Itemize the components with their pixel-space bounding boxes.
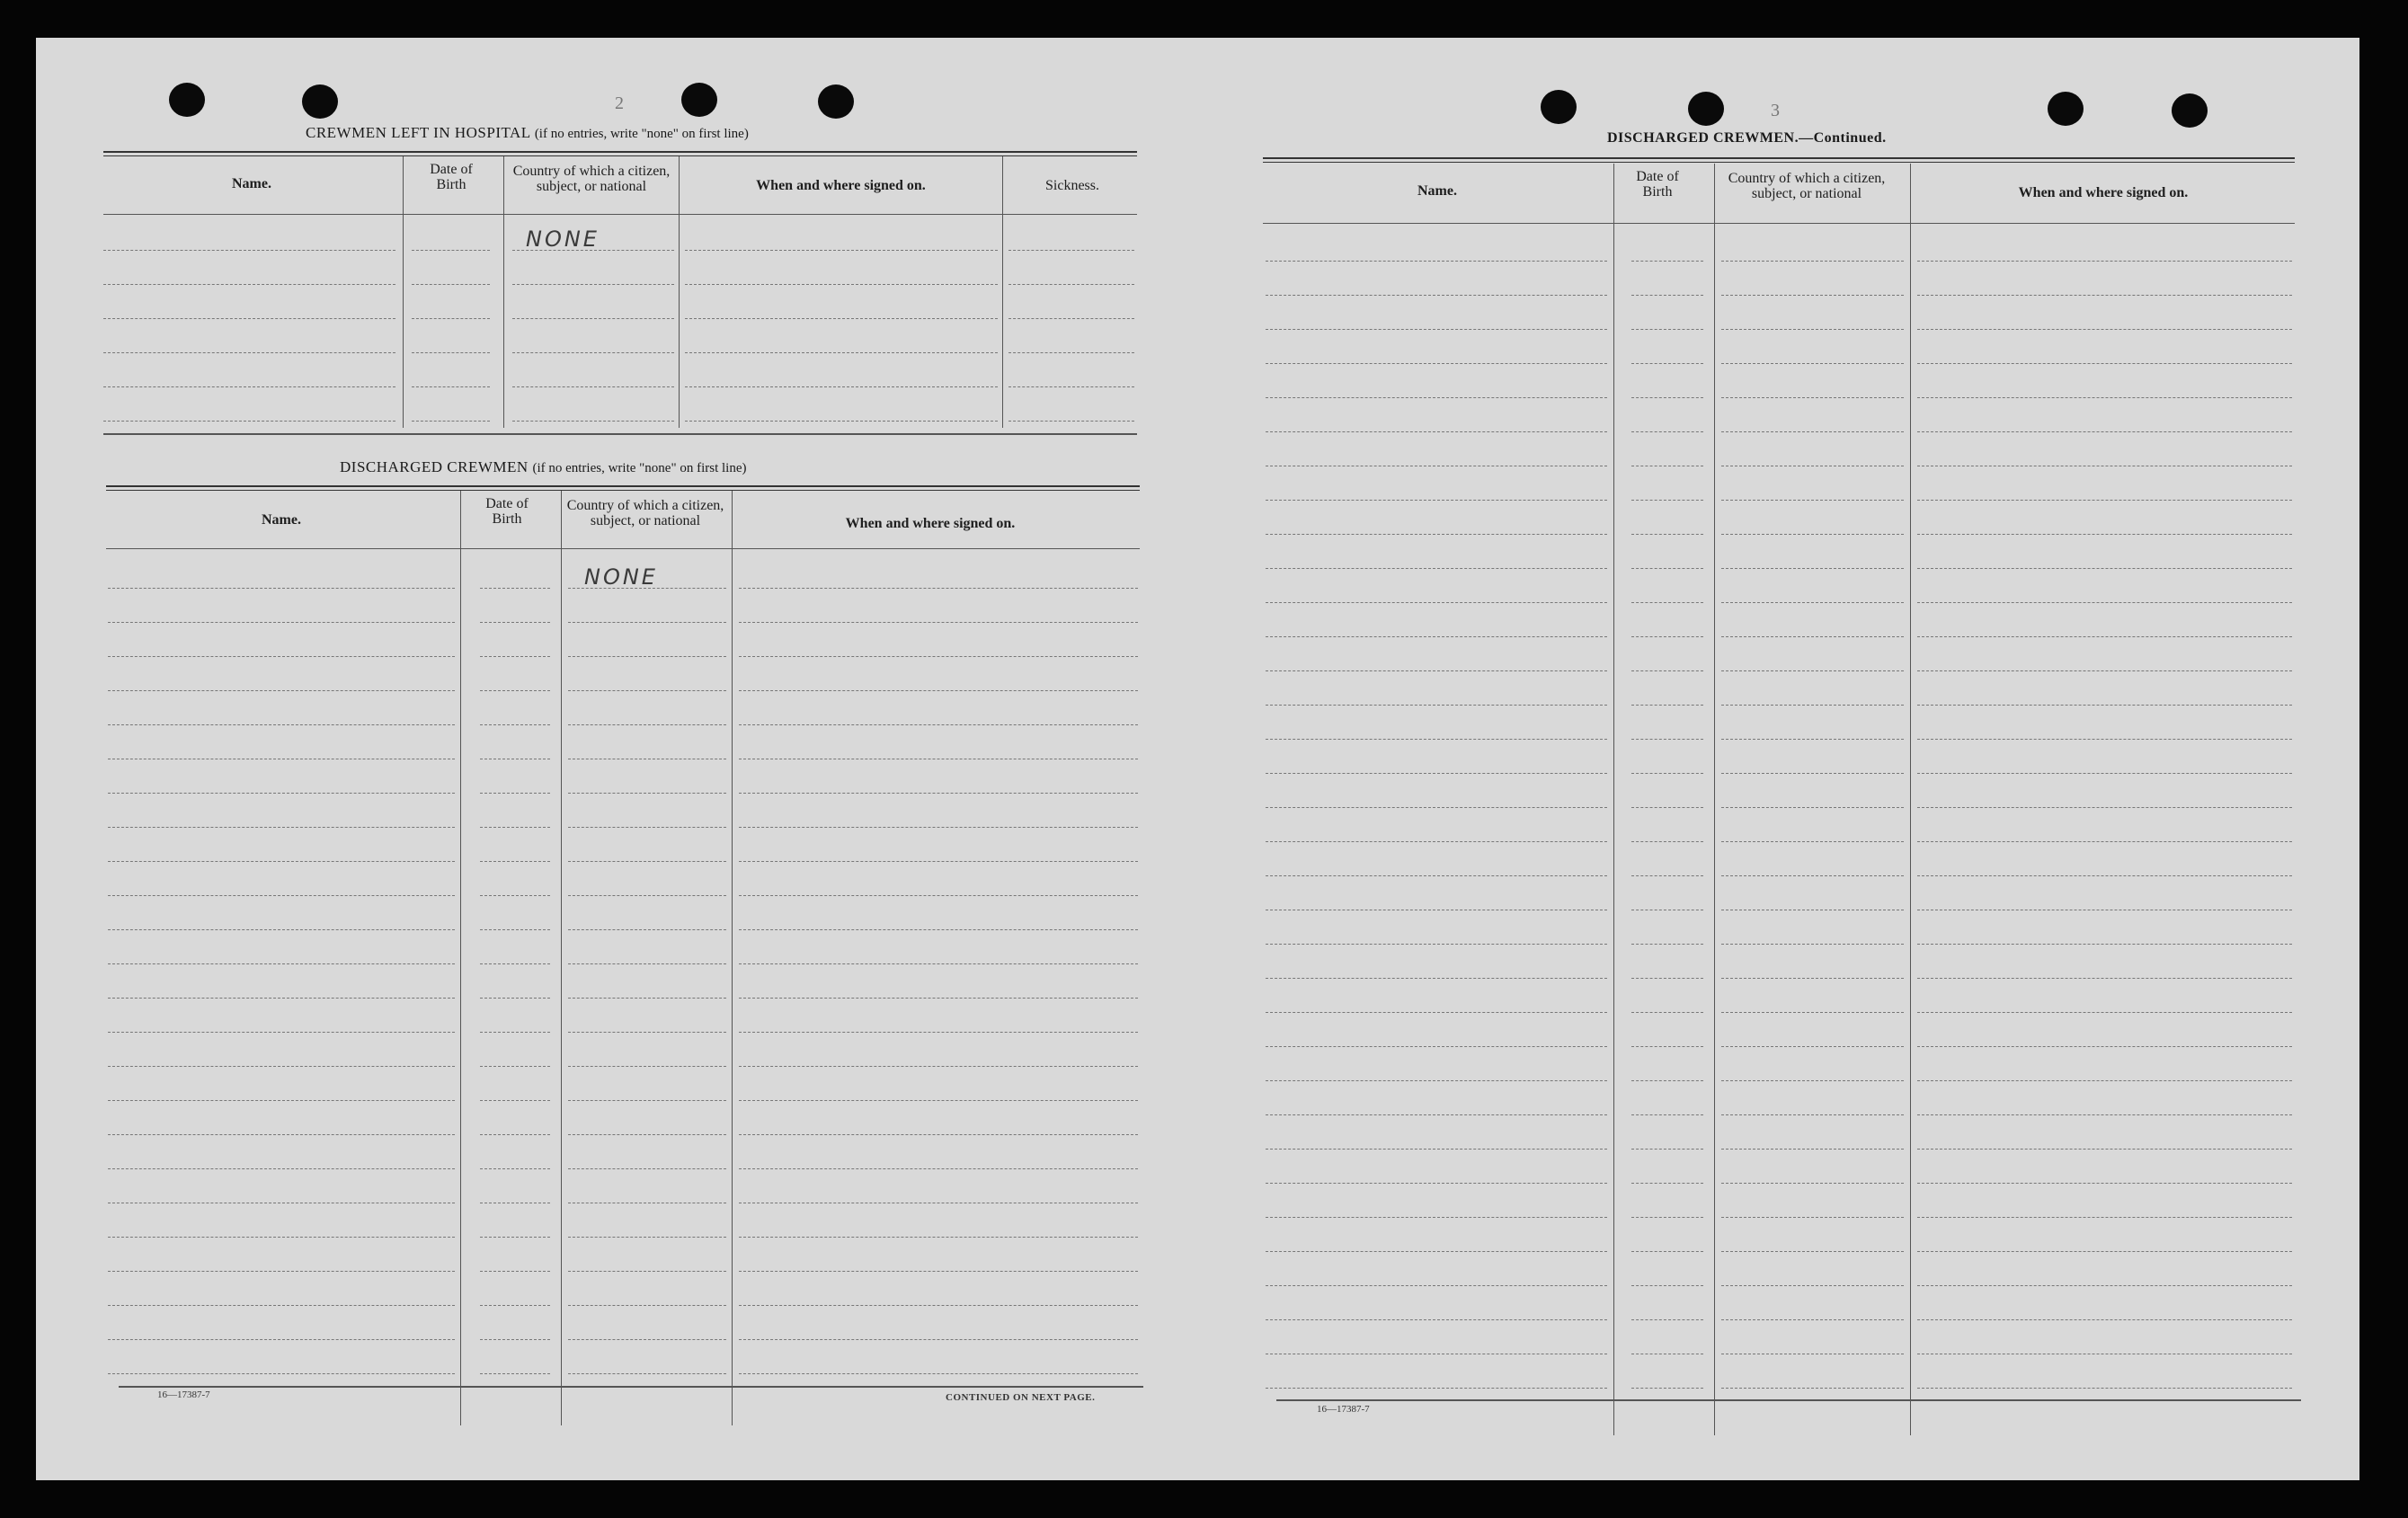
- form-row-line: [739, 1100, 1138, 1101]
- form-row-line: [1631, 1080, 1703, 1081]
- form-row-line: [1917, 261, 2292, 262]
- hospital-title-text: CREWMEN LEFT IN HOSPITAL: [306, 124, 531, 141]
- form-row-line: [1721, 807, 1904, 808]
- form-row-line: [739, 622, 1138, 623]
- form-row-line: [108, 1134, 455, 1135]
- form-row-line: [480, 895, 550, 896]
- form-row-line: [103, 318, 395, 319]
- form-row-line: [739, 724, 1138, 725]
- form-row-line: [739, 1168, 1138, 1169]
- form-row-line: [1917, 1046, 2292, 1047]
- form-row-line: [480, 656, 550, 657]
- form-row-line: [1631, 1046, 1703, 1047]
- form-row-line: [739, 827, 1138, 828]
- continued-col-signed-on: When and where signed on.: [2018, 185, 2189, 200]
- form-row-line: [568, 861, 726, 862]
- form-row-line: [1266, 773, 1607, 774]
- form-row-line: [1009, 318, 1134, 319]
- punch-hole: [681, 83, 717, 117]
- form-row-line: [108, 1339, 455, 1340]
- form-row-line: [1631, 1183, 1703, 1184]
- form-row-line: [1009, 250, 1134, 251]
- form-row-line: [1631, 568, 1703, 569]
- punch-hole: [302, 84, 338, 119]
- form-row-line: [108, 724, 455, 725]
- form-row-line: [568, 1271, 726, 1272]
- form-row-line: [739, 1305, 1138, 1306]
- form-row-line: [1266, 1114, 1607, 1115]
- form-row-line: [1631, 944, 1703, 945]
- continued-col-divider: [1613, 164, 1614, 1435]
- form-row-line: [1721, 841, 1904, 842]
- form-row-line: [1917, 568, 2292, 569]
- form-row-line: [103, 421, 395, 422]
- punch-hole: [2172, 93, 2208, 128]
- form-row-line: [739, 588, 1138, 589]
- form-row-line: [1917, 670, 2292, 671]
- continued-note: CONTINUED ON NEXT PAGE.: [946, 1392, 1096, 1403]
- form-row-line: [103, 284, 395, 285]
- form-row-line: [1917, 1251, 2292, 1252]
- form-row-line: [1631, 1251, 1703, 1252]
- form-row-line: [1266, 329, 1607, 330]
- punch-hole: [1688, 92, 1724, 126]
- form-row-line: [108, 963, 455, 964]
- form-row-line: [1917, 841, 2292, 842]
- discharged-table-title: [340, 458, 746, 476]
- continued-header-rule: [1263, 223, 2295, 224]
- form-row-line: [1266, 841, 1607, 842]
- form-row-line: [480, 1373, 550, 1374]
- form-row-line: [1721, 534, 1904, 535]
- form-row-line: [568, 827, 726, 828]
- form-row-line: [1266, 807, 1607, 808]
- continued-col-name: Name.: [1417, 183, 1457, 199]
- form-row-line: [739, 1373, 1138, 1374]
- form-row-line: [108, 588, 455, 589]
- form-row-line: [568, 1066, 726, 1067]
- form-row-line: [568, 998, 726, 999]
- form-row-line: [1631, 431, 1703, 432]
- form-row-line: [1721, 363, 1904, 364]
- form-row-line: [1266, 295, 1607, 296]
- form-row-line: [1917, 363, 2292, 364]
- form-row-line: [1917, 944, 2292, 945]
- form-row-line: [568, 1373, 726, 1374]
- form-row-line: [1266, 978, 1607, 979]
- form-row-line: [568, 724, 726, 725]
- form-row-line: [1721, 1114, 1904, 1115]
- discharged-col-name: Name.: [262, 512, 301, 528]
- form-row-line: [108, 1237, 455, 1238]
- form-row-line: [1009, 284, 1134, 285]
- form-row-line: [1631, 295, 1703, 296]
- hospital-col-country: Country of which a citizen, subject, or national: [512, 164, 671, 194]
- form-row-line: [1917, 705, 2292, 706]
- form-row-line: [1266, 1183, 1607, 1184]
- discharged-none-entry: NONE: [584, 564, 658, 590]
- form-row-line: [480, 690, 550, 691]
- form-row-line: [568, 690, 726, 691]
- form-row-line: [1721, 1319, 1904, 1320]
- form-row-line: [480, 998, 550, 999]
- form-row-line: [1917, 602, 2292, 603]
- page-number-left: 2: [615, 93, 624, 113]
- form-row-line: [739, 998, 1138, 999]
- form-row-line: [568, 1305, 726, 1306]
- form-row-line: [568, 895, 726, 896]
- form-row-line: [1631, 670, 1703, 671]
- form-row-line: [1721, 1217, 1904, 1218]
- punch-hole: [1541, 90, 1577, 124]
- form-row-line: [412, 284, 490, 285]
- form-row-line: [1631, 841, 1703, 842]
- form-row-line: [1917, 1149, 2292, 1150]
- form-row-line: [1917, 1114, 2292, 1115]
- form-row-line: [480, 929, 550, 930]
- form-row-line: [1721, 705, 1904, 706]
- form-row-line: [685, 250, 998, 251]
- form-row-line: [1266, 944, 1607, 945]
- form-row-line: [1266, 1388, 1607, 1389]
- form-row-line: [512, 284, 674, 285]
- form-row-line: [1721, 1388, 1904, 1389]
- continued-table-title: DISCHARGED CREWMEN.—Continued.: [1607, 130, 1887, 146]
- form-row-line: [1266, 1149, 1607, 1150]
- form-row-line: [1917, 739, 2292, 740]
- form-row-line: [1917, 773, 2292, 774]
- form-row-line: [108, 998, 455, 999]
- form-row-line: [480, 724, 550, 725]
- form-row-line: [1631, 1285, 1703, 1286]
- form-row-line: [1266, 1217, 1607, 1218]
- form-row-line: [1721, 1080, 1904, 1081]
- punch-hole: [818, 84, 854, 119]
- hospital-bottom-rule: [103, 433, 1137, 435]
- form-row-line: [1266, 705, 1607, 706]
- form-row-line: [1631, 807, 1703, 808]
- discharged-title-text: DISCHARGED CREWMEN: [340, 458, 529, 475]
- form-row-line: [739, 861, 1138, 862]
- discharged-header-rule: [106, 548, 1140, 549]
- form-row-line: [1917, 807, 2292, 808]
- form-row-line: [1631, 1114, 1703, 1115]
- form-row-line: [480, 622, 550, 623]
- form-row-line: [739, 690, 1138, 691]
- form-row-line: [412, 318, 490, 319]
- form-row-line: [1631, 705, 1703, 706]
- form-row-line: [1266, 1012, 1607, 1013]
- form-row-line: [1266, 1251, 1607, 1252]
- form-number-right: 16—17387-7: [1317, 1404, 1370, 1415]
- form-row-line: [1631, 875, 1703, 876]
- page-number-right: 3: [1771, 101, 1780, 120]
- form-row-line: [1266, 602, 1607, 603]
- form-row-line: [685, 284, 998, 285]
- hospital-header-rule: [103, 214, 1137, 215]
- hospital-title-note: (if no entries, write "none" on first line): [534, 127, 749, 141]
- form-row-line: [1721, 978, 1904, 979]
- form-row-line: [108, 827, 455, 828]
- form-row-line: [1631, 636, 1703, 637]
- form-row-line: [739, 1032, 1138, 1033]
- form-row-line: [480, 1032, 550, 1033]
- form-row-line: [480, 1168, 550, 1169]
- continued-col-dob: Date of Birth: [1636, 169, 1679, 200]
- form-row-line: [480, 1305, 550, 1306]
- form-row-line: [412, 386, 490, 387]
- form-row-line: [568, 793, 726, 794]
- form-row-line: [1266, 1046, 1607, 1047]
- form-row-line: [568, 622, 726, 623]
- form-row-line: [1721, 568, 1904, 569]
- form-row-line: [1917, 500, 2292, 501]
- form-row-line: [739, 895, 1138, 896]
- form-row-line: [568, 1032, 726, 1033]
- form-row-line: [480, 963, 550, 964]
- hospital-col-divider: [503, 156, 504, 428]
- form-row-line: [480, 1134, 550, 1135]
- form-row-line: [739, 1271, 1138, 1272]
- form-row-line: [1721, 670, 1904, 671]
- form-row-line: [1266, 261, 1607, 262]
- form-row-line: [512, 386, 674, 387]
- form-row-line: [1631, 1217, 1703, 1218]
- discharged-col-divider: [561, 491, 562, 1425]
- form-row-line: [1631, 739, 1703, 740]
- form-row-line: [480, 1339, 550, 1340]
- discharged-col-signed-on: When and where signed on.: [845, 516, 1016, 531]
- form-row-line: [1631, 602, 1703, 603]
- form-row-line: [685, 318, 998, 319]
- form-row-line: [1266, 431, 1607, 432]
- form-row-line: [739, 1339, 1138, 1340]
- form-row-line: [1631, 1388, 1703, 1389]
- form-row-line: [480, 827, 550, 828]
- form-row-line: [1721, 602, 1904, 603]
- form-row-line: [685, 386, 998, 387]
- hospital-top-rule: [103, 151, 1137, 156]
- continued-col-country: Country of which a citizen, subject, or national: [1728, 171, 1886, 201]
- form-row-line: [108, 895, 455, 896]
- form-row-line: [108, 1066, 455, 1067]
- form-row-line: [568, 1100, 726, 1101]
- form-row-line: [480, 1100, 550, 1101]
- form-row-line: [1721, 295, 1904, 296]
- hospital-table-title: [306, 124, 749, 142]
- form-row-line: [480, 1237, 550, 1238]
- discharged-title-note: (if no entries, write "none" on first line): [532, 461, 747, 475]
- form-row-line: [103, 386, 395, 387]
- form-row-line: [1917, 875, 2292, 876]
- form-row-line: [1917, 1319, 2292, 1320]
- form-row-line: [480, 793, 550, 794]
- form-row-line: [412, 421, 490, 422]
- form-number-left: 16—17387-7: [157, 1389, 210, 1400]
- form-row-line: [1917, 431, 2292, 432]
- form-row-line: [1917, 1217, 2292, 1218]
- form-row-line: [1721, 1012, 1904, 1013]
- form-row-line: [108, 1271, 455, 1272]
- form-row-line: [1631, 363, 1703, 364]
- form-row-line: [568, 1168, 726, 1169]
- form-row-line: [103, 250, 395, 251]
- form-row-line: [1917, 397, 2292, 398]
- form-row-line: [1631, 534, 1703, 535]
- hospital-col-sickness: Sickness.: [1045, 178, 1099, 193]
- continued-bottom-rule: [1276, 1399, 2301, 1401]
- form-row-line: [1631, 329, 1703, 330]
- form-row-line: [108, 690, 455, 691]
- form-row-line: [1631, 500, 1703, 501]
- form-row-line: [512, 318, 674, 319]
- form-row-line: [1917, 1080, 2292, 1081]
- discharged-col-dob: Date of Birth: [485, 496, 529, 527]
- form-row-line: [1917, 329, 2292, 330]
- form-row-line: [1917, 1285, 2292, 1286]
- hospital-col-divider: [1002, 156, 1003, 428]
- form-row-line: [1266, 500, 1607, 501]
- hospital-none-entry: NONE: [526, 226, 600, 252]
- continued-col-divider: [1910, 164, 1911, 1435]
- form-row-line: [1721, 500, 1904, 501]
- form-row-line: [1266, 1080, 1607, 1081]
- form-row-line: [1266, 534, 1607, 535]
- form-row-line: [1721, 636, 1904, 637]
- form-row-line: [1009, 421, 1134, 422]
- form-row-line: [108, 1373, 455, 1374]
- discharged-col-divider: [732, 491, 733, 1425]
- form-row-line: [568, 1134, 726, 1135]
- form-row-line: [1631, 397, 1703, 398]
- hospital-col-name: Name.: [232, 176, 271, 191]
- form-row-line: [108, 1032, 455, 1033]
- form-row-line: [1917, 534, 2292, 535]
- form-row-line: [1631, 1319, 1703, 1320]
- hospital-col-dob: Date of Birth: [430, 162, 473, 192]
- form-row-line: [480, 1066, 550, 1067]
- form-row-line: [1266, 1285, 1607, 1286]
- form-row-line: [108, 861, 455, 862]
- form-row-line: [1721, 1183, 1904, 1184]
- form-row-line: [685, 421, 998, 422]
- form-row-line: [1917, 1012, 2292, 1013]
- form-row-line: [568, 588, 726, 589]
- form-row-line: [1631, 261, 1703, 262]
- form-row-line: [1917, 636, 2292, 637]
- continued-top-rule: [1263, 157, 2295, 163]
- form-row-line: [1917, 978, 2292, 979]
- form-row-line: [480, 861, 550, 862]
- hospital-col-divider: [679, 156, 680, 428]
- form-row-line: [1631, 773, 1703, 774]
- form-row-line: [568, 1339, 726, 1340]
- hospital-col-divider: [403, 156, 404, 428]
- hospital-col-signed-on: When and where signed on.: [756, 178, 926, 193]
- form-row-line: [512, 421, 674, 422]
- form-row-line: [1631, 1012, 1703, 1013]
- form-row-line: [512, 352, 674, 353]
- form-row-line: [1266, 636, 1607, 637]
- form-row-line: [1266, 1319, 1607, 1320]
- form-row-line: [739, 929, 1138, 930]
- form-row-line: [1721, 431, 1904, 432]
- form-row-line: [512, 250, 674, 251]
- form-row-line: [1631, 978, 1703, 979]
- form-row-line: [685, 352, 998, 353]
- form-row-line: [1721, 773, 1904, 774]
- form-row-line: [1721, 329, 1904, 330]
- discharged-bottom-rule: [119, 1386, 1143, 1388]
- form-row-line: [739, 963, 1138, 964]
- punch-hole: [169, 83, 205, 117]
- form-row-line: [1266, 397, 1607, 398]
- form-row-line: [1721, 739, 1904, 740]
- discharged-top-rule: [106, 485, 1140, 491]
- form-row-line: [739, 1066, 1138, 1067]
- form-row-line: [568, 1237, 726, 1238]
- form-row-line: [108, 793, 455, 794]
- form-row-line: [568, 929, 726, 930]
- form-row-line: [739, 793, 1138, 794]
- form-row-line: [1631, 1149, 1703, 1150]
- form-row-line: [1721, 1285, 1904, 1286]
- form-row-line: [1266, 363, 1607, 364]
- form-row-line: [1721, 875, 1904, 876]
- discharged-col-country: Country of which a citizen, subject, or national: [566, 498, 724, 528]
- form-row-line: [1266, 739, 1607, 740]
- form-row-line: [103, 352, 395, 353]
- form-row-line: [480, 588, 550, 589]
- form-row-line: [739, 656, 1138, 657]
- form-row-line: [480, 1271, 550, 1272]
- form-row-line: [568, 656, 726, 657]
- form-row-line: [568, 963, 726, 964]
- form-row-line: [1266, 670, 1607, 671]
- form-row-line: [108, 1100, 455, 1101]
- form-row-line: [108, 1305, 455, 1306]
- form-row-line: [1009, 386, 1134, 387]
- form-row-line: [739, 1134, 1138, 1135]
- discharged-col-divider: [460, 491, 461, 1425]
- form-row-line: [1721, 397, 1904, 398]
- form-row-line: [1917, 295, 2292, 296]
- document-sheet: [36, 38, 2359, 1480]
- form-row-line: [1917, 1183, 2292, 1184]
- form-row-line: [1721, 944, 1904, 945]
- form-row-line: [1009, 352, 1134, 353]
- form-row-line: [412, 352, 490, 353]
- form-row-line: [1721, 1046, 1904, 1047]
- form-row-line: [108, 656, 455, 657]
- form-row-line: [1917, 1388, 2292, 1389]
- form-row-line: [108, 929, 455, 930]
- form-row-line: [1266, 875, 1607, 876]
- form-row-line: [1266, 568, 1607, 569]
- form-row-line: [108, 622, 455, 623]
- continued-col-divider: [1714, 164, 1715, 1435]
- form-row-line: [412, 250, 490, 251]
- form-row-line: [1721, 1251, 1904, 1252]
- form-row-line: [108, 1168, 455, 1169]
- form-row-line: [1721, 261, 1904, 262]
- form-row-line: [739, 1237, 1138, 1238]
- punch-hole: [2048, 92, 2084, 126]
- form-row-line: [1721, 1149, 1904, 1150]
